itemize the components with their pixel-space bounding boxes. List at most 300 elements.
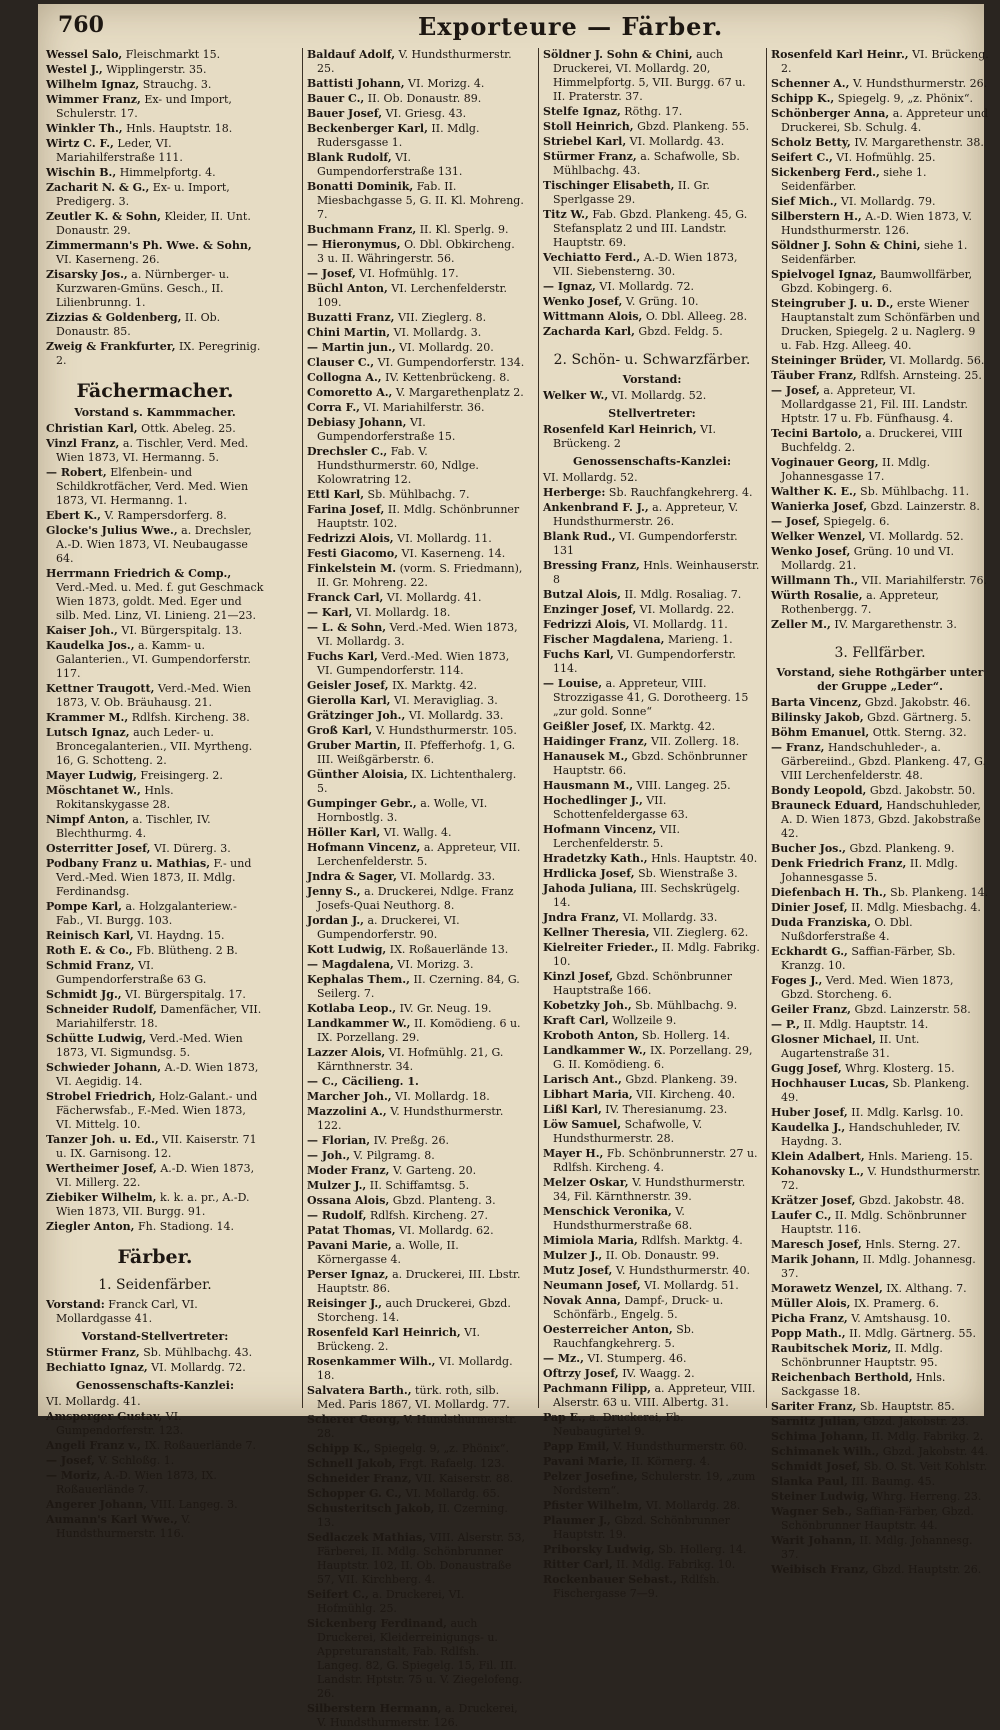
entry-name: Kaudelka Jos., <box>46 639 135 652</box>
entry-address: II. Mdlg. Schönbrunner Hauptstr. 102. <box>317 503 520 530</box>
entry-name: Neumann Josef, <box>543 1279 641 1292</box>
entry-address: Schafwolle, V. Hundsthurmerstr. 28. <box>553 1118 703 1145</box>
directory-entry <box>771 901 989 915</box>
entry-name: Kaudelka J., <box>771 1121 846 1134</box>
directory-entry <box>46 509 264 523</box>
entry-name: Ossana Alois, <box>307 1194 390 1207</box>
directory-entry <box>543 588 761 602</box>
entry-name: Schönberger Anna, <box>771 107 890 120</box>
entry-name: — Joh., <box>307 1149 351 1162</box>
directory-entry <box>771 485 989 499</box>
entry-address: IV. Margarethenstr. 38. <box>850 136 984 149</box>
entry-address: Sb. O. St. Veit Kohlstr. <box>860 1460 988 1473</box>
entry-name: Corra F., <box>307 401 361 414</box>
directory-entry <box>46 857 264 899</box>
entry-address: VI. Lerchenfelderstr. 109. <box>317 282 507 309</box>
entry-address: VI. Bürgerspitalg. 13. <box>117 624 243 637</box>
directory-entry <box>46 466 264 508</box>
directory-entry <box>307 768 525 796</box>
entry-address: V. Hundsthurmerstraße 68. <box>553 1205 693 1232</box>
entry-address: a. Appreteur, VII. Lerchenfelderstr. 5. <box>317 841 521 868</box>
entry-name: Steiner Ludwig, <box>771 1490 869 1503</box>
entry-address: VI. Hofmühlg. 21, G. Kärnthnerstr. 34. <box>317 1046 504 1073</box>
directory-entry <box>543 295 761 309</box>
entry-address: II. Mdlg. Rosaliag. 7. <box>621 588 742 601</box>
entry-address: Sb. Rauchfangkehrerg. 5. <box>553 1323 695 1350</box>
entry-address: IX. Lichtenthalerg. 5. <box>317 768 517 795</box>
entry-address: VI. Gumpendorferstraße 131. <box>317 151 463 178</box>
directory-entry <box>307 1134 525 1148</box>
directory-entry <box>307 1090 525 1104</box>
entry-address: Wollzeile 9. <box>608 1014 677 1027</box>
directory-entry <box>46 1361 264 1375</box>
directory-entry <box>771 1460 989 1474</box>
directory-entry <box>771 1490 989 1504</box>
directory-entry <box>46 78 264 92</box>
entry-address: O. Dbl. Nußdorferstraße 4. <box>781 916 913 943</box>
entry-address: VI. Mollardg. 41. <box>46 1395 141 1408</box>
directory-entry <box>307 1588 525 1616</box>
directory-entry <box>771 210 989 238</box>
directory-entry <box>543 750 761 778</box>
entry-name: Festi Giacomo, <box>307 547 399 560</box>
directory-entry <box>46 1162 264 1190</box>
directory-entry <box>46 93 264 121</box>
directory-entry <box>771 1282 989 1296</box>
entry-name: Büchl Anton, <box>307 282 388 295</box>
directory-entry <box>46 1439 264 1453</box>
directory-entry <box>771 1077 989 1105</box>
entry-name: Pelzer Josefine, <box>543 1470 638 1483</box>
directory-entry <box>307 1531 525 1587</box>
directory-entry <box>771 1371 989 1399</box>
directory-entry <box>543 1367 761 1381</box>
directory-entry <box>543 1558 761 1572</box>
entry-address: Rdlfsh. Marktg. 4. <box>637 1234 743 1247</box>
directory-entry <box>543 779 761 793</box>
entry-address: II. Mdlg. Fabrikg. 2. <box>867 1430 984 1443</box>
directory-entry <box>771 92 989 106</box>
entry-name: Morawetz Wenzel, <box>771 1282 883 1295</box>
directory-entry <box>771 1430 989 1444</box>
entry-address: auch Druckerei, VI. Mollardg. 20, Himmelpfortg. 5, VII. Burgg. 67 u. II. Praterstr. 37. <box>553 48 746 103</box>
entry-address: a. Drechsler, A.-D. Wien 1873, VI. Neubaugasse 64. <box>56 524 252 565</box>
entry-address: Sb. Hauptstr. 85. <box>856 1400 955 1413</box>
entry-name: — Karl, <box>307 606 353 619</box>
directory-entry <box>543 823 761 851</box>
entry-name: Zeller M., <box>771 618 831 631</box>
directory-entry <box>771 1563 989 1577</box>
entry-name: Reichenbach Berthold, <box>771 1371 913 1384</box>
entry-address: Gbzd. Plankeng. 9. <box>846 842 955 855</box>
entry-name: Sariter Franz, <box>771 1400 857 1413</box>
entry-address: II. Czerning. 84, G. Seilerg. 7. <box>317 973 520 1000</box>
entry-address: erste Wiener Hauptanstalt zum Schönfärben und Drucken, Spiegelg. 2 u. Naglerg. 9 u. Fab. Hzg. Alleeg. 40. <box>781 297 980 352</box>
directory-entry <box>543 559 761 587</box>
entry-address: Rdlfsh. Fischergasse 7—9. <box>553 1573 720 1600</box>
entry-name: Tecini Bartolo, <box>771 427 862 440</box>
directory-entry <box>771 784 989 798</box>
directory-entry <box>543 1118 761 1146</box>
entry-name: Striebel Karl, <box>543 135 627 148</box>
entry-name: Jahoda Juliana, <box>543 882 637 895</box>
directory-entry <box>543 1234 761 1248</box>
entry-name: Schwieder Johann, <box>46 1061 162 1074</box>
entry-name: Buchmann Franz, <box>307 223 417 236</box>
entry-name: Libhart Maria, <box>543 1088 633 1101</box>
directory-entry <box>543 389 761 403</box>
directory-entry <box>543 618 761 632</box>
entry-address: Sb. Hollerg. 14. <box>638 1029 731 1042</box>
directory-entry <box>307 1702 525 1730</box>
entry-name: Gumpinger Gebr., <box>307 797 417 810</box>
directory-entry <box>307 1502 525 1530</box>
entry-name: Täuber Franz, <box>771 369 857 382</box>
entry-list <box>46 1298 264 1326</box>
entry-address: II. Schiffamtsg. 5. <box>366 1179 470 1192</box>
entry-name: Aumann's Karl Wwe., <box>46 1513 178 1526</box>
entry-address: II. Czerning. 13. <box>317 1502 508 1529</box>
entry-name: Seifert C., <box>771 151 833 164</box>
entry-address: Spiegelg. 9, „z. Phönix“. <box>834 92 973 105</box>
entry-address: VI. Mollardg. 43. <box>626 135 725 148</box>
entry-address: Sb. Mühlbachg. 11. <box>856 485 970 498</box>
entry-name: Gruber Martin, <box>307 739 401 752</box>
entry-name: Pap E., <box>543 1411 586 1424</box>
entry-address: Sb. Mühlbachg. 43. <box>139 1346 253 1359</box>
directory-entry <box>771 136 989 150</box>
directory-entry <box>771 711 989 725</box>
entry-address: Gbzd. Jakobstr. 50. <box>866 784 976 797</box>
directory-entry <box>46 639 264 681</box>
entry-name: Zacharit N. & G., <box>46 181 150 194</box>
entry-address: k. k. a. pr., A.-D. Wien 1873, VII. Burgg. 91. <box>56 1191 250 1218</box>
directory-entry <box>46 1090 264 1132</box>
entry-name: Collogna A., <box>307 371 382 384</box>
entry-name: Spielvogel Ignaz, <box>771 268 877 281</box>
entry-address: II. Mdlg. Schönbrunner Hauptstr. 116. <box>781 1209 967 1236</box>
entry-name: Picha Franz, <box>771 1312 848 1325</box>
entry-name: Zweig & Frankfurter, <box>46 340 176 353</box>
directory-entry <box>307 532 525 546</box>
column-2 <box>302 48 525 1729</box>
entry-address: VI. Mollardg. 3. <box>390 326 482 339</box>
entry-name: Papp Emil, <box>543 1440 610 1453</box>
entry-name: Denk Friedrich Franz, <box>771 857 907 870</box>
directory-entry <box>543 794 761 822</box>
entry-address: IV. Kettenbrückeng. 8. <box>381 371 510 384</box>
entry-address: Fleischmarkt 15. <box>122 48 221 61</box>
entry-name: Kellner Theresia, <box>543 926 650 939</box>
entry-name: Christian Karl, <box>46 422 138 435</box>
entry-name: Silberstern H., <box>771 210 862 223</box>
directory-entry <box>307 679 525 693</box>
entry-address: Gbzd. Jakobstr. 44. <box>879 1445 989 1458</box>
entry-name: Fischer Magdalena, <box>543 633 665 646</box>
entry-list <box>46 1346 264 1375</box>
entry-address: VI. Dürerg. 3. <box>150 842 231 855</box>
entry-name: Mutz Josef, <box>543 1264 613 1277</box>
entry-name: Weibisch Franz, <box>771 1563 869 1576</box>
entry-name: Lazzer Alois, <box>307 1046 386 1059</box>
entry-address: Rdlfsh. Kircheng. 27. <box>366 1209 488 1222</box>
entry-address: VI. Mollardg. 33. <box>397 870 496 883</box>
entry-name: Oftrzy Josef, <box>543 1367 619 1380</box>
entry-address: VI. Brückeng. 2 <box>553 423 716 450</box>
entry-name: Schnell Jakob, <box>307 1457 396 1470</box>
entry-address: VI. Mollardg. 52. <box>608 389 707 402</box>
directory-entry <box>46 1220 264 1234</box>
entry-address: Leder, VI. Mariahilferstraße 111. <box>56 137 183 164</box>
entry-address: (vorm. S. Friedmann), II. Gr. Mohreng. 22. <box>317 562 523 589</box>
entry-address: a. Druckerei, III. Lbstr. Hauptstr. 86. <box>317 1268 521 1295</box>
entry-name: Vechiatto Ferd., <box>543 251 641 264</box>
entry-address: VI. Mollardg. 11. <box>393 532 492 545</box>
directory-entry <box>46 944 264 958</box>
entry-address: A.-D. Wien 1873, VII. Siebensterng. 30. <box>553 251 738 278</box>
directory-entry <box>543 1014 761 1028</box>
entry-address: IX. Althang. 7. <box>882 1282 967 1295</box>
directory-entry <box>46 813 264 841</box>
entry-name: Chini Martin, <box>307 326 391 339</box>
entry-address: Gbzd. Feldg. 5. <box>634 325 723 338</box>
entry-address: a. Appreteur, VIII. Strozzigasse 41, G. Dorotheerg. 15 „zur gold. Sonne“ <box>553 677 749 718</box>
entry-address: V. Hundsthurmerstr. 40. <box>612 1264 750 1277</box>
entry-name: Butzal Alois, <box>543 588 622 601</box>
entry-address: II. Unt. Augartenstraße 31. <box>781 1033 920 1060</box>
entry-address: IV. Gr. Neug. 19. <box>396 1002 492 1015</box>
entry-name: Schopper G. C., <box>307 1487 402 1500</box>
directory-entry <box>771 384 989 426</box>
entry-address: II. Mdlg. Fabrikg. 10. <box>553 941 760 968</box>
entry-name: Voginauer Georg, <box>771 456 879 469</box>
directory-entry <box>543 310 761 324</box>
entry-address: Handschuhleder-, a. Gärbereiind., Gbzd. Plankeng. 47, G. VIII Lerchenfelderstr. 48. <box>781 741 986 782</box>
entry-address: VI. Stumperg. 46. <box>583 1352 687 1365</box>
entry-name: Rosenfeld Karl Heinr., <box>771 48 909 61</box>
entry-address: a. Druckerei, V. Hundsthurmerstr. 126. <box>317 1702 518 1729</box>
directory-entry <box>543 486 761 500</box>
directory-entry <box>307 973 525 1001</box>
entry-address: IV. Margarethenstr. 3. <box>830 618 957 631</box>
directory-entry <box>307 92 525 106</box>
entry-name: Welker Wenzel, <box>771 530 866 543</box>
entry-address: VI. Gumpendorferstr. 114. <box>553 648 736 675</box>
directory-entry <box>543 135 761 149</box>
entry-name: Hochhauser Lucas, <box>771 1077 889 1090</box>
entry-address: a. Appreteur, VIII. Alserstr. 63 u. VIII. Albertg. 31. <box>553 1382 756 1409</box>
entry-name: Scholz Betty, <box>771 136 851 149</box>
entry-address: siehe 1. Seidenfärber. <box>781 239 968 266</box>
directory-entry <box>771 151 989 165</box>
entry-address: III. Baumg. 45. <box>847 1475 936 1488</box>
directory-entry <box>307 606 525 620</box>
directory-entry <box>307 591 525 605</box>
directory-entry <box>307 870 525 884</box>
directory-entry <box>771 1400 989 1414</box>
directory-entry <box>771 1297 989 1311</box>
entry-address: VI. Mollardg. 41. <box>383 591 482 604</box>
entry-name: Maresch Josef, <box>771 1238 862 1251</box>
entry-name: Tanzer Joh. u. Ed., <box>46 1133 159 1146</box>
entry-name: Jndra Franz, <box>543 911 620 924</box>
entry-name: Moder Franz, <box>307 1164 390 1177</box>
entry-name: Löw Samuel, <box>543 1118 622 1131</box>
entry-name: Salvatera Barth., <box>307 1384 412 1397</box>
directory-entry <box>771 297 989 353</box>
directory-entry <box>771 1312 989 1326</box>
entry-address: a. Holzgalanteriew.-Fab., VI. Burgg. 103. <box>56 900 237 927</box>
directory-entry <box>771 1505 989 1533</box>
entry-list <box>771 696 989 1577</box>
entry-address: V. Hundsthurmerstr. 60. <box>609 1440 748 1453</box>
entry-name: Stürmer Franz, <box>543 150 637 163</box>
entry-address: Sb. Plankeng. 49. <box>781 1077 970 1104</box>
entry-name: Schimanek Wilh., <box>771 1445 880 1458</box>
entry-name: Rosenkammer Wilh., <box>307 1355 436 1368</box>
column-4 <box>766 48 989 1576</box>
entry-address: II. Mdlg. Miesbachg. 4. <box>847 901 981 914</box>
directory-entry <box>46 1133 264 1161</box>
entry-address: V. Rampersdorferg. 8. <box>101 509 227 522</box>
entry-address: V. Grüng. 10. <box>622 295 699 308</box>
entry-name: Melzer Oskar, <box>543 1176 629 1189</box>
directory-entry <box>543 1205 761 1233</box>
entry-address: Gbzd. Schönbrunner Hauptstr. 66. <box>553 750 748 777</box>
entry-address: VI. Mollardg. 62. <box>395 1224 494 1237</box>
directory-entry <box>46 122 264 136</box>
directory-entry <box>46 63 264 77</box>
directory-entry <box>771 1238 989 1252</box>
entry-address: auch Druckerei, Gbzd. Storcheng. 14. <box>317 1297 511 1324</box>
directory-entry <box>307 1617 525 1701</box>
entry-address: VI. Gumpendorferstraße 15. <box>317 416 456 443</box>
entry-name: Lißl Karl, <box>543 1103 602 1116</box>
directory-entry <box>307 1017 525 1045</box>
directory-entry <box>46 166 264 180</box>
entry-address: Wipplingerstr. 35. <box>102 63 207 76</box>
entry-address: a. Wolle, VI. Hornbostlg. 3. <box>317 797 488 824</box>
entry-list <box>543 423 761 451</box>
entry-name: Kotlaba Leop., <box>307 1002 397 1015</box>
directory-entry <box>771 427 989 455</box>
directory-entry <box>771 1342 989 1370</box>
directory-entry <box>46 137 264 165</box>
entry-name: — Rudolf, <box>307 1209 367 1222</box>
column-3 <box>538 48 761 1600</box>
directory-entry <box>771 886 989 900</box>
entry-address: siehe 1. Seidenfärber. <box>781 166 927 193</box>
entry-address: auch Leder- u. Broncegalanterien., VII. Myrtheng. 16, G. Schotteng. 2. <box>56 726 253 767</box>
directory-entry <box>771 1121 989 1149</box>
entry-address: VI. Gumpendorferstr. 123. <box>56 1410 184 1437</box>
entry-name: Pompe Karl, <box>46 900 122 913</box>
entry-address: VI. Hofmühlg. 17. <box>355 267 459 280</box>
entry-address: V. Hundsthurmerstr. 122. <box>317 1105 504 1132</box>
entry-address: F.- und Verd.-Med. Wien 1873, II. Mdlg. Ferdinandsg. <box>56 857 252 898</box>
entry-name: Kohanovsky L., <box>771 1165 864 1178</box>
directory-entry <box>46 1395 264 1409</box>
directory-entry <box>46 1191 264 1219</box>
entry-name: Müller Alois, <box>771 1297 851 1310</box>
entry-list <box>307 48 525 1730</box>
entry-address: II. Ob. Donaustr. 85. <box>56 311 221 338</box>
directory-entry <box>771 456 989 484</box>
directory-entry <box>307 1075 525 1089</box>
directory-entry <box>307 1224 525 1238</box>
entry-name: Wenko Josef, <box>543 295 623 308</box>
entry-name: Kettner Traugott, <box>46 682 155 695</box>
entry-address: IV. Theresianumg. 23. <box>601 1103 728 1116</box>
directory-entry <box>307 401 525 415</box>
directory-entry <box>543 501 761 529</box>
entry-name: Rosenfeld Karl Heinrich, <box>307 1326 461 1339</box>
directory-entry <box>771 268 989 296</box>
entry-list <box>46 48 264 368</box>
entry-name: Debiasy Johann, <box>307 416 407 429</box>
directory-entry <box>307 151 525 179</box>
directory-entry <box>46 784 264 812</box>
entry-address: VI. Gumpendorferstr. 134. <box>374 356 525 369</box>
entry-name: Hochedlinger J., <box>543 794 643 807</box>
entry-name: — L. & Sohn, <box>307 621 387 634</box>
directory-entry <box>307 445 525 487</box>
entry-address: Hnls. Hauptstr. 40. <box>647 852 758 865</box>
entry-address: a. Nürnberger- u. Kurzwaren-Gmüns. Gesch., II. Lilienbrunng. 1. <box>56 268 230 309</box>
entry-name: Warit Johann, <box>771 1534 856 1547</box>
entry-address: IX. Marktg. 42. <box>626 720 716 733</box>
entry-name: Seifert C., <box>307 1588 369 1601</box>
directory-entry <box>46 842 264 856</box>
entry-name: Franck Carl, <box>307 591 384 604</box>
entry-address: Strauchg. 3. <box>139 78 212 91</box>
entry-address: Gbzd. Lainzerstr. 58. <box>851 1003 971 1016</box>
entry-name: Sickenberg Ferdinand, <box>307 1617 447 1630</box>
entry-name: Zeutler K. & Sohn, <box>46 210 161 223</box>
section-note: Genossenschafts-Kanzlei: <box>75 1379 235 1392</box>
entry-name: Enzinger Josef, <box>543 603 637 616</box>
directory-entry <box>543 1499 761 1513</box>
entry-address: IX. Porzellang. 29, G. II. Komödieng. 6. <box>553 1044 753 1071</box>
entry-address: II. Pfefferhofg. 1, G. III. Weißgärberstr. 6. <box>317 739 516 766</box>
entry-address: V. Amtshausg. 10. <box>847 1312 951 1325</box>
column-1 <box>46 48 264 1540</box>
entry-name: — Hieronymus, <box>307 238 401 251</box>
directory-entry <box>543 1514 761 1542</box>
entry-address: V. Garteng. 20. <box>389 1164 477 1177</box>
entry-address: II. Mdlg. Karlsg. 10. <box>847 1106 964 1119</box>
entry-name: Zisarsky Jos., <box>46 268 128 281</box>
entry-name: Landkammer W., <box>543 1044 647 1057</box>
entry-address: Gbzd. Schönbrunner Hauptstr. 19. <box>553 1514 730 1541</box>
entry-address: Gbzd. Hauptstr. 26. <box>868 1563 982 1576</box>
entry-name: Silberstern Hermann, <box>307 1702 442 1715</box>
entry-name: Zacharda Karl, <box>543 325 635 338</box>
directory-entry <box>771 195 989 209</box>
entry-address: VI. Mollardg. 28. <box>642 1499 741 1512</box>
entry-name: Tischinger Elisabeth, <box>543 179 675 192</box>
entry-name: Wimmer Franz, <box>46 93 141 106</box>
directory-entry <box>771 1150 989 1164</box>
entry-address: Handschuhleder, IV. Haydng. 3. <box>781 1121 961 1148</box>
entry-name: Marcher Joh., <box>307 1090 392 1103</box>
entry-name: Fedrizzi Alois, <box>543 618 630 631</box>
directory-entry <box>771 1534 989 1562</box>
entry-name: Rockenbauer Sebast., <box>543 1573 677 1586</box>
entry-name: Ebert K., <box>46 509 101 522</box>
running-head: Exporteure — Färber. <box>418 12 724 41</box>
entry-name: Ankenbrand F. J., <box>543 501 649 514</box>
